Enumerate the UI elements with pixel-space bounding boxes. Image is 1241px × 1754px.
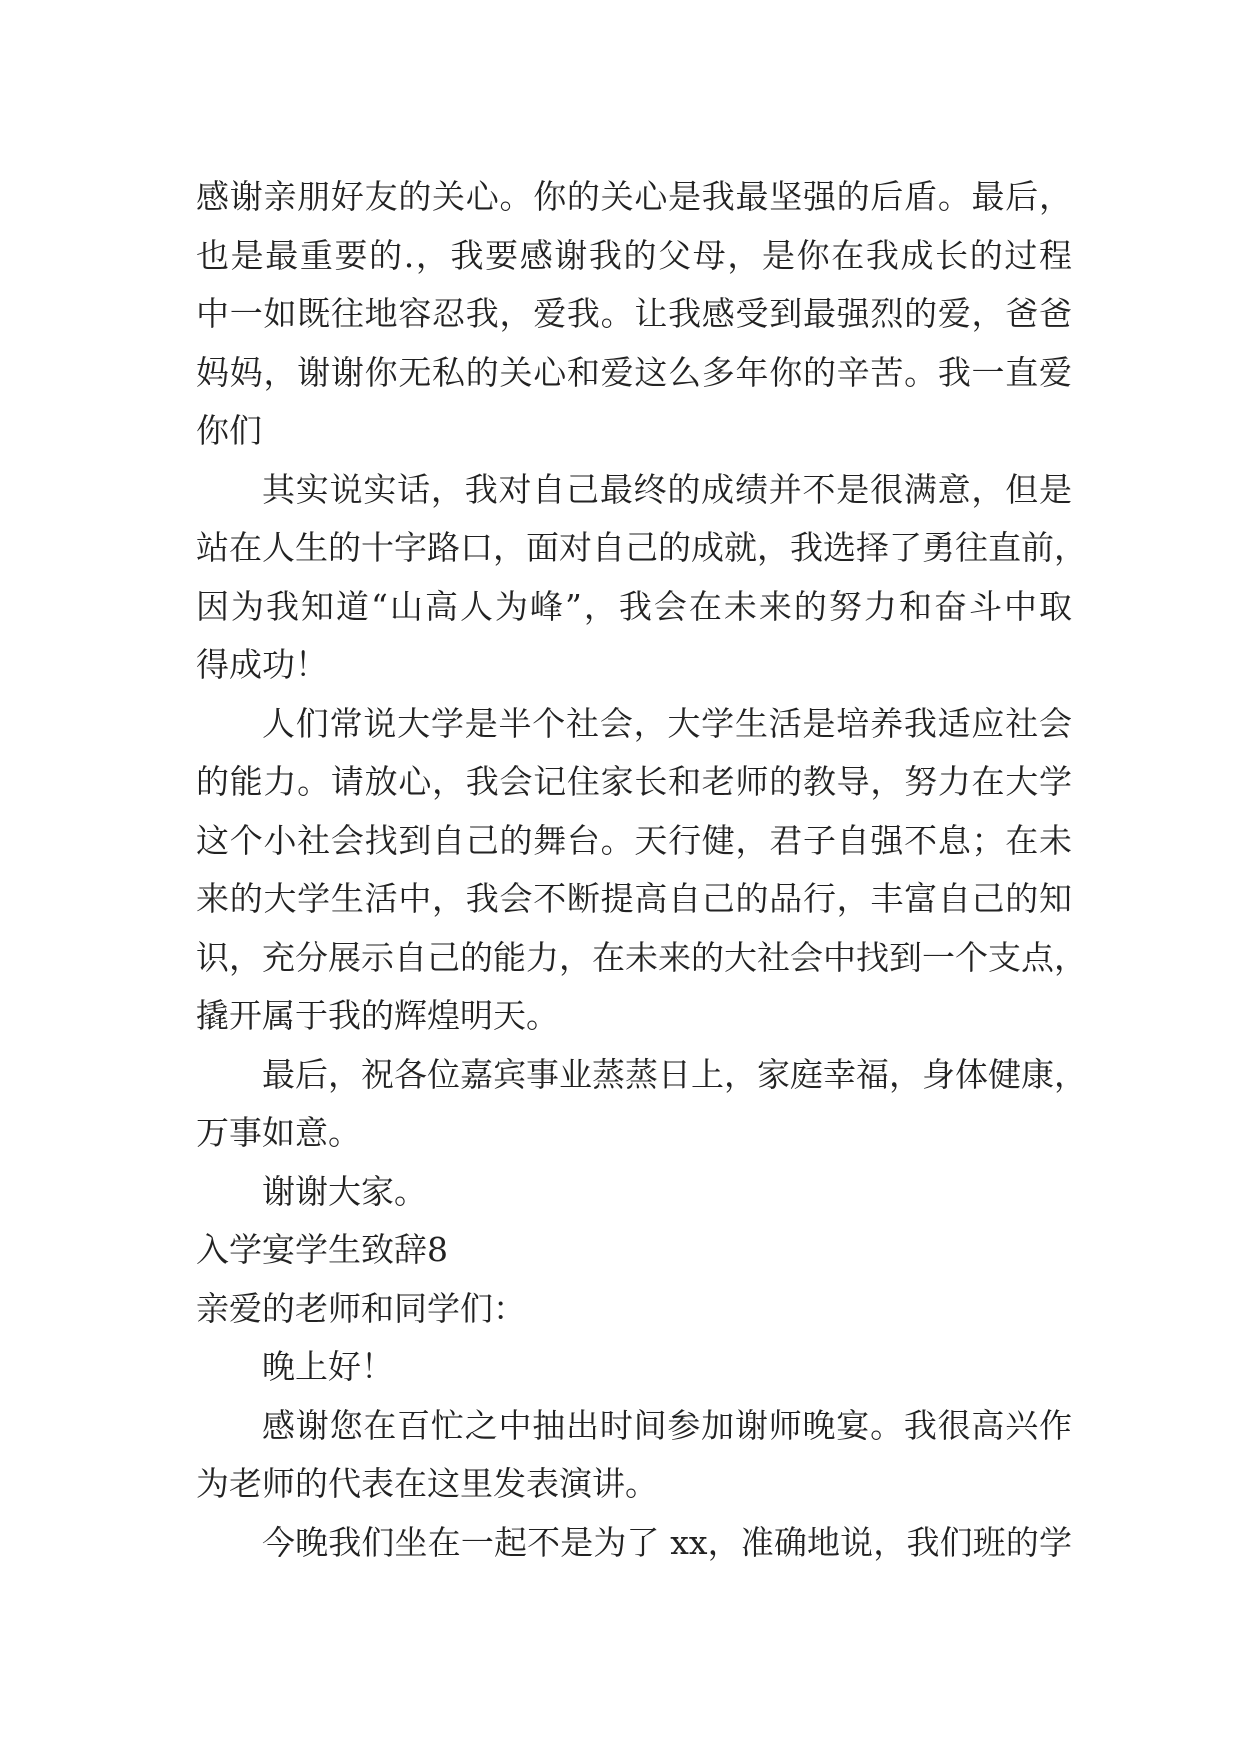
section-heading: 入学宴学生致辞8 [196, 1230, 448, 1269]
paragraph-line: 因为我知道“山高人为峰”，我会在未来的努力和奋斗中取 [196, 586, 1072, 626]
paragraph-line: 万事如意。 [196, 1113, 361, 1152]
paragraph-line: 识，充分展示自己的能力，在未来的大社会中找到一个支点， [196, 937, 1087, 977]
paragraph-line: 其实说实话，我对自己最终的成绩并不是很满意，但是 [262, 469, 1072, 509]
paragraph-line: 你们 [196, 411, 262, 450]
paragraph-line: 中一如既往地容忍我，爱我。让我感受到最强烈的爱，爸爸 [196, 294, 1072, 333]
paragraph-line: 撬开属于我的辉煌明天。 [196, 996, 559, 1035]
paragraph-line: 站在人生的十字路口，面对自己的成就，我选择了勇往直前， [196, 528, 1087, 567]
paragraph-line: 人们常说大学是半个社会，大学生活是培养我适应社会 [262, 703, 1072, 743]
paragraph-line: 最后，祝各位嘉宾事业蒸蒸日上，家庭幸福，身体健康， [262, 1054, 1087, 1094]
document-body [196, 168, 1087, 1572]
paragraph-line: 来的大学生活中，我会不断提高自己的品行，丰富自己的知 [196, 879, 1072, 918]
paragraph-line: 也是最重要的.，我要感谢我的父母，是你在我成长的过程 [196, 235, 1072, 275]
paragraph-line: 为老师的代表在这里发表演讲。 [196, 1464, 658, 1503]
salutation: 亲爱的老师和同学们： [196, 1288, 526, 1328]
paragraph-line: 这个小社会找到自己的舞台。天行健，君子自强不息；在未 [196, 820, 1072, 860]
greeting: 晚上好！ [262, 1347, 394, 1386]
paragraph-line: 谢谢大家。 [262, 1171, 427, 1211]
paragraph-line: 得成功！ [196, 645, 328, 684]
paragraph-line: 今晚我们坐在一起不是为了 xx，准确地说，我们班的学 [262, 1522, 1072, 1562]
paragraph-line: 感谢您在百忙之中抽出时间参加谢师晚宴。我很高兴作 [262, 1405, 1072, 1445]
paragraph-line: 妈妈，谢谢你无私的关心和爱这么多年你的辛苦。我一直爱 [196, 352, 1072, 392]
paragraph-line: 感谢亲朋好友的关心。你的关心是我最坚强的后盾。最后， [196, 177, 1072, 216]
paragraph-line: 的能力。请放心，我会记住家长和老师的教导，努力在大学 [196, 762, 1072, 801]
